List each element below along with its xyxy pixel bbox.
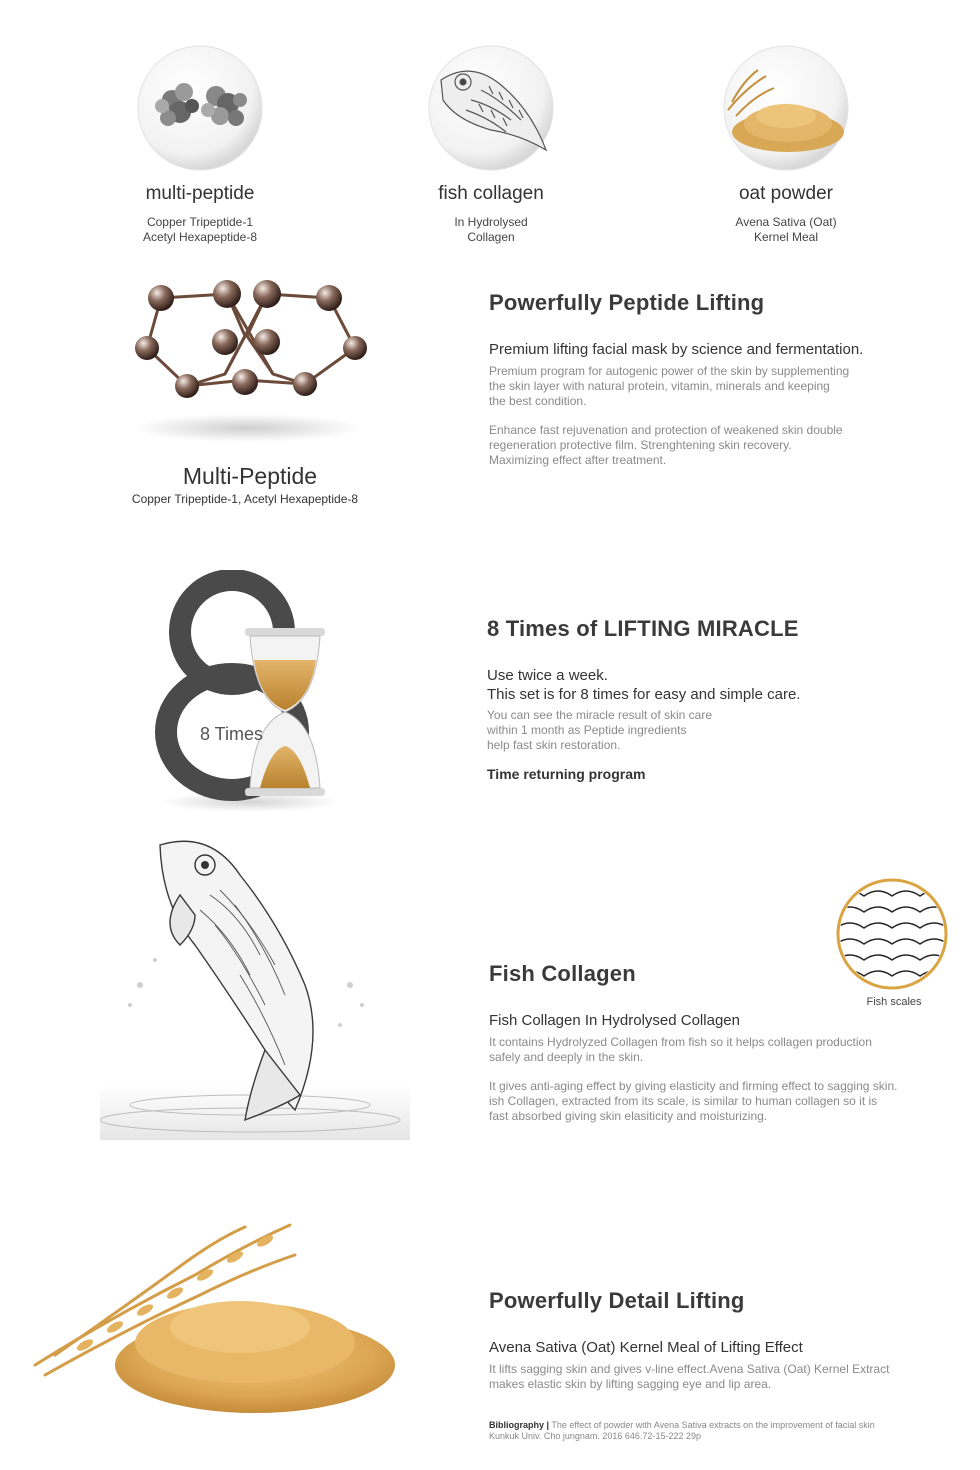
fish-heading: Fish Collagen [489, 961, 636, 986]
ingredient-multi-peptide [80, 40, 320, 260]
ingredient-title: fish collagen [438, 183, 544, 204]
oat-pile-illustration [25, 1215, 405, 1420]
ingredient-title: oat powder [738, 183, 833, 204]
molecule-structure-graphic [125, 270, 370, 450]
eight-tagline: Time returning program [487, 766, 646, 782]
fish-body-2: It gives anti-aging effect by giving elasticity and firming effect to sagging skin. ish Collagen, extracted from its scale, is similar to human collagen so it is fast absorbed giving skin elasiticity and moisturizing. [489, 1079, 898, 1123]
fish-lead: Fish Collagen In Hydrolysed Collagen [489, 1012, 740, 1029]
peptide-lead: Premium lifting facial mask by science and fermentation. [489, 341, 864, 358]
eight-hourglass-graphic [150, 570, 350, 815]
ingredient-fish-collagen [371, 40, 611, 260]
peptide-body-2: Enhance fast rejuvenation and protection of weakened skin double regeneration protective film. Strenghtening skin recovery. Maximizing effect after treatment. [489, 423, 843, 467]
ingredient-subtitle: In Hydrolysed Collagen [454, 215, 528, 244]
oat-body: It lifts sagging skin and gives v-line effect.Avena Sativa (Oat) Kernel Extract makes elastic skin by lifting sagging eye and lip area. [489, 1362, 890, 1391]
multi-peptide-caption-title: Multi-Peptide [182, 463, 318, 489]
peptide-cluster-icon [80, 40, 320, 175]
oat-lead: Avena Sativa (Oat) Kernel Meal of Lifting Effect [489, 1339, 803, 1356]
fish-scales-caption: Fish scales [866, 996, 922, 1008]
eight-heading: 8 Times of LIFTING MIRACLE [487, 616, 799, 641]
fish-sketch-icon [371, 40, 611, 175]
ingredient-subtitle: Avena Sativa (Oat) Kernel Meal [735, 215, 837, 244]
fish-scales-icon [836, 878, 948, 990]
fish-body-1: It contains Hydrolyzed Collagen from fish so it helps collagen production safely and deeply in the skin. [489, 1035, 872, 1064]
jumping-fish-illustration [100, 835, 410, 1140]
eight-lead: Use twice a week. This set is for 8 times for easy and simple care. [487, 667, 801, 703]
peptide-heading: Powerfully Peptide Lifting [489, 290, 765, 315]
bibliography-label: Bibliography | [489, 1420, 550, 1430]
multi-peptide-caption-sub: Copper Tripeptide-1, Acetyl Hexapeptide-8 [131, 492, 359, 506]
ingredient-subtitle: Copper Tripeptide-1 Acetyl Hexapeptide-8 [142, 215, 258, 244]
bibliography [489, 1420, 875, 1442]
oat-grain-icon [666, 40, 906, 175]
bibliography-text: The effect of powder with Avena Sativa extracts on the improvement of facial skin Kunkuk Univ. Cho jungnam. 2016 646.72-15-222 29p [489, 1420, 875, 1441]
eight-times-label: 8 Times [200, 724, 264, 744]
ingredient-oat-powder [666, 40, 906, 260]
peptide-body-1: Premium program for autogenic power of the skin by supplementing the skin layer with natural protein, vitamin, minerals and keeping the best condition. [489, 364, 850, 408]
ingredient-title: multi-peptide [145, 183, 255, 204]
eight-body: You can see the miracle result of skin care within 1 month as Peptide ingredients help fast skin restoration. [487, 708, 713, 752]
oat-heading: Powerfully Detail Lifting [489, 1288, 745, 1313]
